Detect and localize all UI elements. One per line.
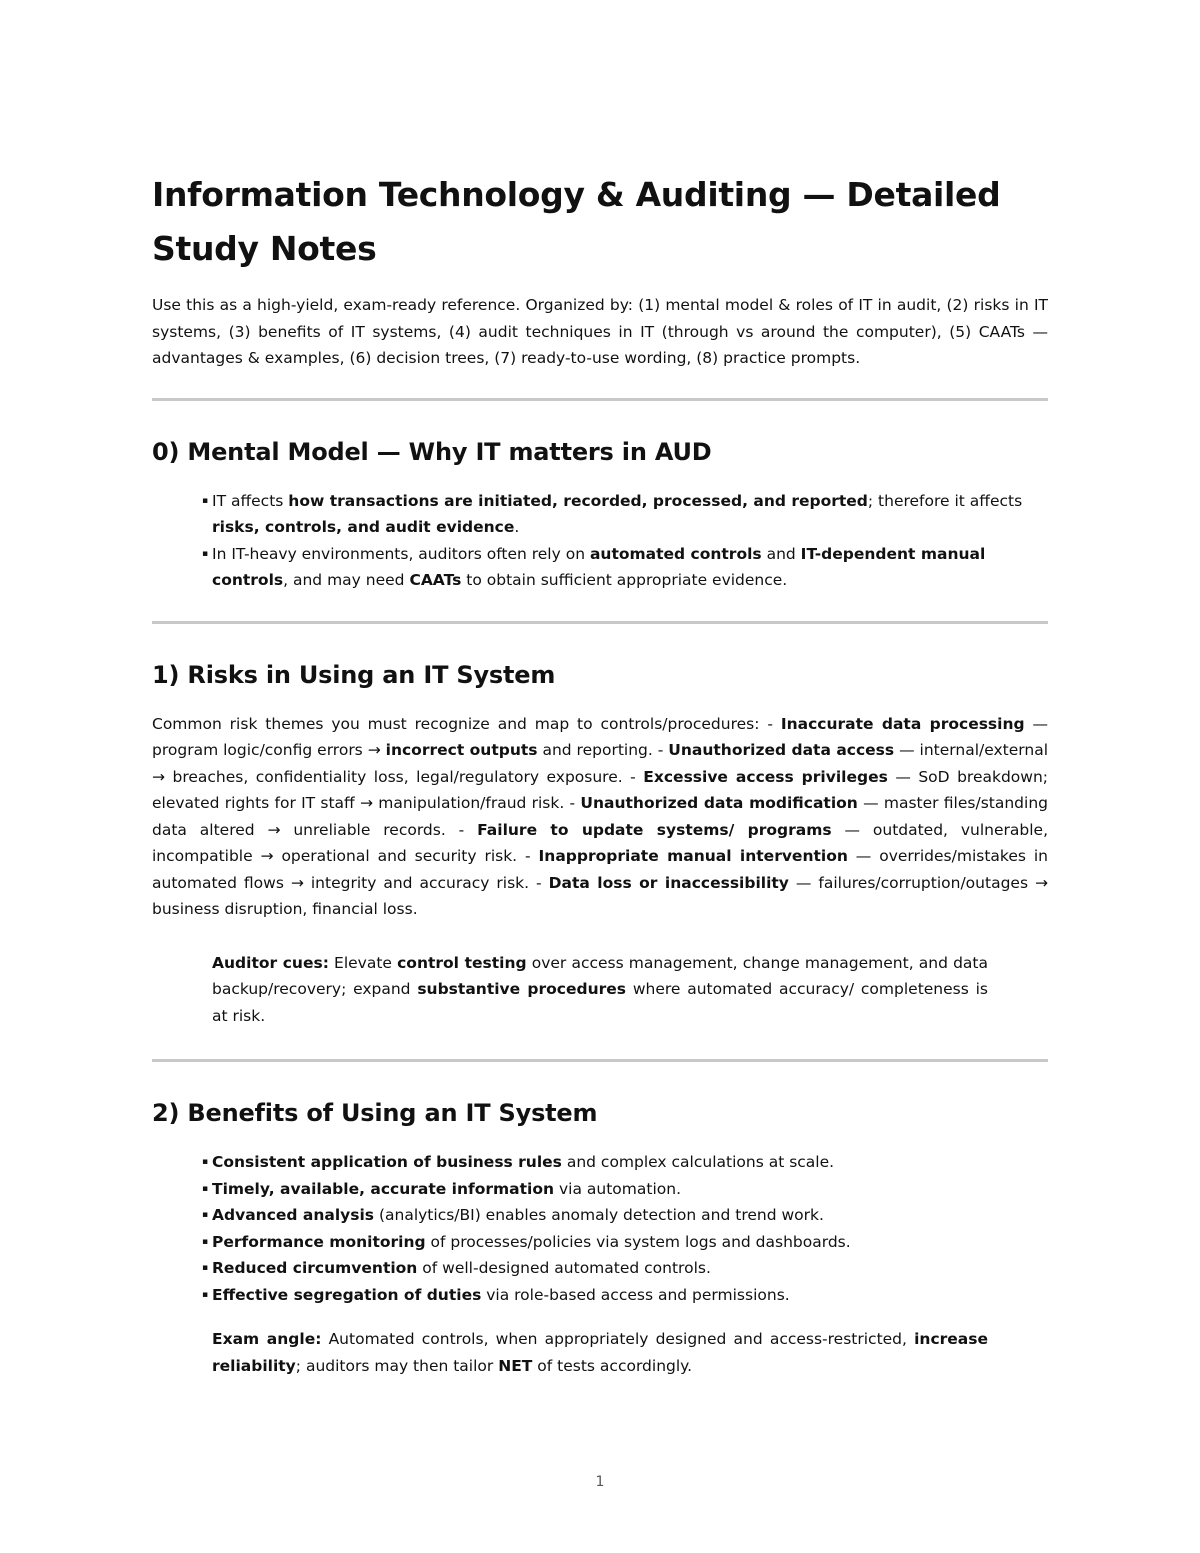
section-divider: [152, 1059, 1048, 1062]
page-number: 1: [595, 1474, 605, 1490]
section-0-heading: 0) Mental Model — Why IT matters in AUD: [152, 437, 712, 466]
list-item: ▪ IT affects how transactions are initiated, recorded, processed, and reported; therefore it affects risks, controls, and audit evidence.: [202, 488, 1048, 541]
exam-angle-callout: Exam angle: Automated controls, when appropriately designed and access-restricted, increase reliability; auditors may then tailor NET of tests accordingly.: [212, 1330, 988, 1375]
section-2-list: [152, 1149, 1048, 1308]
document-page: [152, 168, 1048, 1379]
intro-paragraph: Use this as a high-yield, exam-ready reference. Organized by: (1) mental model & roles of IT in audit, (2) risks in IT systems, (3) benefits of IT systems, (4) audit techniques in IT (through vs around the computer), (5) CAATs — advantages & examples, (6) decision trees, (7) ready-to-use wording, (8) practice prompts.: [152, 296, 1048, 367]
auditor-cues-callout: Auditor cues: Elevate control testing over access management, change management, and data backup/recovery; expand substantive procedures where automated accuracy/ completeness is at risk.: [212, 953, 988, 1025]
section-divider: [152, 398, 1048, 401]
section-2-heading: 2) Benefits of Using an IT System: [152, 1099, 598, 1127]
section-divider: [152, 621, 1048, 624]
list-item: ▪ Effective segregation of duties via role-based access and permissions.: [202, 1282, 1048, 1309]
section-1-heading: 1) Risks in Using an IT System: [152, 660, 556, 689]
list-item: ▪ Reduced circumvention of well-designed automated controls.: [202, 1255, 1048, 1282]
section-0-list: [152, 488, 1048, 594]
list-item: ▪ Consistent application of business rules and complex calculations at scale.: [202, 1149, 1048, 1176]
list-item: ▪ Advanced analysis (analytics/BI) enables anomaly detection and trend work.: [202, 1202, 1048, 1229]
document-title: Information Technology & Auditing — Detailed Study Notes: [152, 175, 1001, 268]
list-item: ▪ Performance monitoring of processes/policies via system logs and dashboards.: [202, 1229, 1048, 1256]
list-item: ▪ In IT-heavy environments, auditors often rely on automated controls and IT-dependent manual controls, and may need CAATs to obtain sufficient appropriate evidence.: [202, 541, 1048, 594]
risks-paragraph: Common risk themes you must recognize and map to controls/procedures: - Inaccurate data processing — program logic/config errors → incorrect outputs and reporting. - Unauthorized data access — internal/external → breaches, confidentiality loss, legal/regulatory exposure. - Excessive access privileges — SoD breakdown; elevated rights for IT staff → manipulation/fraud risk. - Unauthorized data modification — master files/standing data altered → unreliable records. - Failure to update systems/ programs — outdated, vulnerable, incompatible → operational and security risk. - Inappropriate manual intervention — overrides/mistakes in automated flows → integrity and accuracy risk. - Data loss or inaccessibility — failures/corruption/outages → business disruption, financial loss.: [152, 714, 1049, 918]
list-item: ▪ Timely, available, accurate information via automation.: [202, 1176, 1048, 1203]
